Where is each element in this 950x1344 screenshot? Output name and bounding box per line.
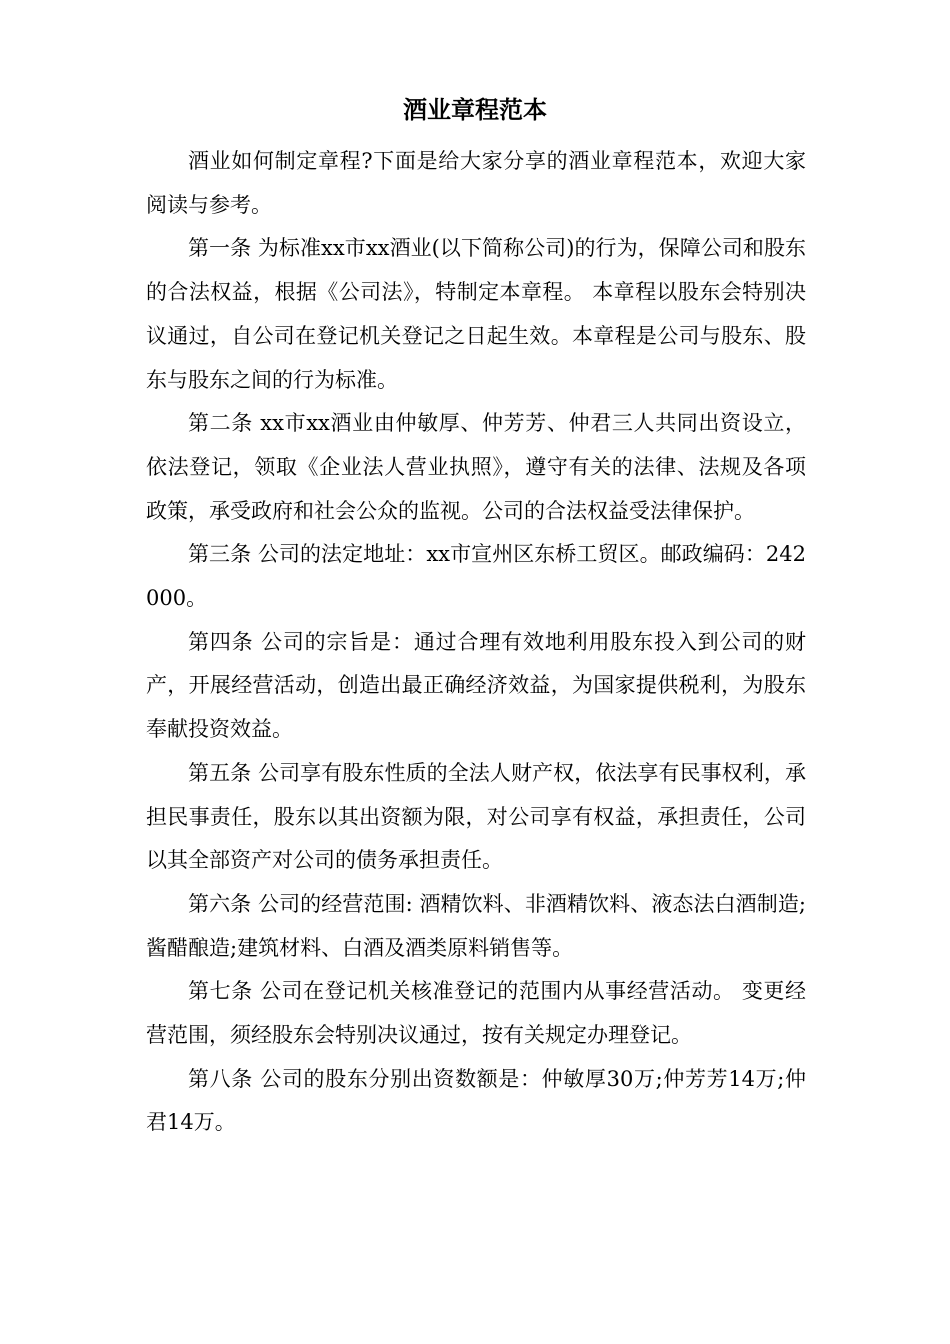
article-4-paragraph: 第四条 公司的宗旨是：通过合理有效地利用股东投入到公司的财产，开展经营活动，创造出最正确经济效益，为国家提供税利，为股东奉献投资效益。 bbox=[146, 629, 806, 742]
document-title: 酒业章程范本 bbox=[403, 95, 547, 124]
article-5-paragraph: 第五条 公司享有股东性质的全法人财产权，依法享有民事权利，承担民事责任，股东以其出资额为限，对公司享有权益，承担责任，公司以其全部资产对公司的债务承担责任。 bbox=[146, 760, 806, 873]
document-body bbox=[146, 140, 806, 1145]
article-3-paragraph: 第三条 公司的法定地址：xx市宣州区东桥工贸区。邮政编码：242000。 bbox=[146, 542, 806, 611]
article-2-paragraph: 第二条 xx市xx酒业由仲敏厚、仲芳芳、仲君三人共同出资设立，依法登记，领取《企业法人营业执照》，遵守有关的法律、法规及各项政策，承受政府和社会公众的监视。公司的合法权益受法律保护。 bbox=[146, 411, 806, 523]
article-8-paragraph: 第八条 公司的股东分别出资数额是：仲敏厚30万;仲芳芳14万;仲君14万。 bbox=[146, 1066, 806, 1135]
article-6-paragraph: 第六条 公司的经营范围: 酒精饮料、非酒精饮料、液态法白酒制造;酱醋酿造;建筑材料、白酒及酒类原料销售等。 bbox=[146, 891, 806, 960]
intro-paragraph: 酒业如何制定章程?下面是给大家分享的酒业章程范本，欢迎大家阅读与参考。 bbox=[146, 149, 806, 217]
article-1-paragraph: 第一条 为标准xx市xx酒业(以下简称公司)的行为，保障公司和股东的合法权益，根据《公司法》，特制定本章程。 本章程以股东会特别决议通过，自公司在登记机关登记之日起生效。本章程是公司与股东、股东与股东之间的行为标准。 bbox=[146, 236, 806, 392]
article-7-paragraph: 第七条 公司在登记机关核准登记的范围内从事经营活动。 变更经营范围，须经股东会特别决议通过，按有关规定办理登记。 bbox=[146, 979, 806, 1048]
